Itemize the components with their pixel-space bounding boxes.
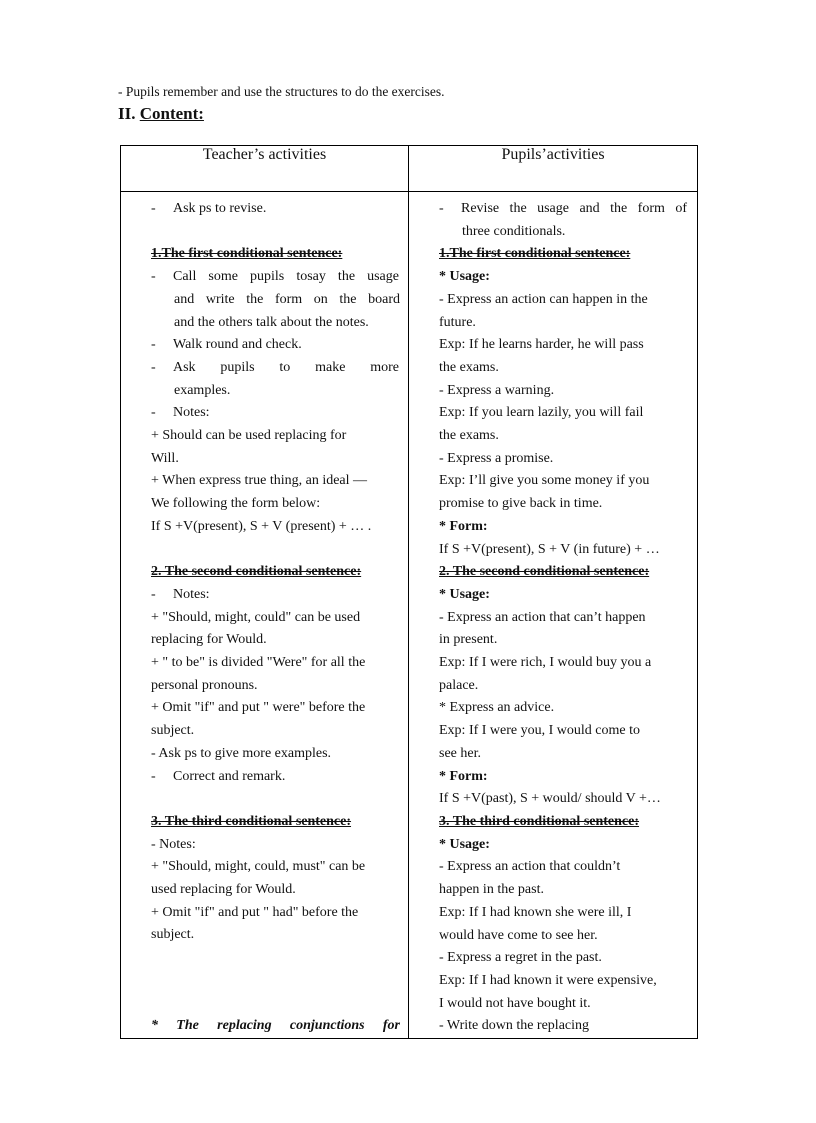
list-item: If S +V(present), S + V (present) + … . (151, 518, 372, 534)
list-item: - Write down the replacing (439, 1018, 590, 1034)
list-item: Exp: If I were you, I would come to (439, 723, 640, 739)
list-item: Notes: (173, 586, 210, 602)
pupils-subheading-2: 2. The second conditional sentence: (439, 564, 650, 580)
section-number: II. (118, 104, 136, 123)
list-item: Revise the usage and the form of (461, 201, 687, 216)
list-item: Call some pupils tosay the usage (173, 269, 399, 285)
list-item: subject. (151, 927, 195, 943)
list-item: + "Should, might, could" can be used (151, 609, 361, 625)
list-item: palace. (439, 677, 479, 693)
list-item: Walk round and check. (173, 337, 302, 353)
list-item: - Express an action that can’t happen (439, 609, 646, 625)
list-item: If S +V(past), S + would/ should V +… (439, 791, 661, 807)
list-item: used replacing for Would. (151, 882, 296, 898)
list-item: happen in the past. (439, 882, 544, 898)
teacher-subheading-1: 1.The first conditional sentence: (151, 246, 343, 262)
list-item: Correct and remark. (173, 768, 286, 784)
list-item: replacing for Would. (151, 632, 267, 648)
list-item: Exp: If I had known she were ill, I (439, 904, 632, 920)
activities-table (120, 145, 698, 1039)
list-item: Notes: (173, 405, 210, 421)
pupils-subheading-3: 3. The third conditional sentence: (439, 813, 640, 829)
intro-text: - Pupils remember and use the structures to do the exercises. (118, 84, 445, 99)
teacher-subheading-3: 3. The third conditional sentence: (151, 813, 352, 829)
form-label: * Form: (439, 518, 488, 534)
list-item: the exams. (439, 359, 499, 375)
list-item: - Express a promise. (439, 450, 554, 466)
list-item: promise to give back in time. (439, 496, 603, 512)
list-item: + "Should, might, could, must" can be (151, 859, 366, 875)
list-item: the exams. (439, 428, 499, 444)
teacher-column: - Ask ps to revise. 1.The first conditional sentence: - Call some pupils tosay the usage and write the form on the board and the others talk about the notes. - Walk round and check. - Ask pupils to make more examples. - Notes: + Should can be used replacing for Will. + When express true thing, an ideal — We following the form below: If S +V(present), S + V (present) + … . 2. The second conditional sentence: - Notes: + "Should, might, could" can be used replacing for Would. + " to be" is divided "Were" for all the personal pronouns. + Omit "if" and put " were" before the subject. - Ask ps to give more examples. - Correct and remark. 3. The third conditional sentence: - Notes: + "Should, might, could, must" can be used replacing for Would. + Omit "if" and put " had" before the subject. * The replacing conjunctions for (121, 192, 409, 1039)
list-item: and the others talk about the notes. (174, 314, 369, 330)
usage-label: * Usage: (439, 269, 490, 285)
section-heading (118, 104, 204, 124)
pupils-header: Pupils’activities (409, 146, 698, 192)
list-item: personal pronouns. (151, 677, 258, 693)
list-item: three conditionals. (462, 223, 566, 239)
list-item: - Notes: (151, 836, 196, 852)
list-item: Exp: If you learn lazily, you will fail (439, 405, 644, 421)
replacing-conjunctions-note: * The replacing conjunctions for (151, 1018, 400, 1034)
list-item: see her. (439, 745, 481, 761)
list-item: examples. (174, 382, 231, 398)
list-item: Ask pupils to make more (173, 359, 399, 375)
list-item: would have come to see her. (439, 927, 598, 943)
list-item: future. (439, 314, 476, 330)
list-item: subject. (151, 723, 195, 739)
section-title: Content: (139, 104, 204, 123)
pupils-column: - Revise the usage and the form of three conditionals. 1.The first conditional sentence: * Usage: - Express an action can happen in the future. Exp: If he learns harder, he will pass the exams. - Express a warning. Exp: If you learn lazily, you will fail the exams. - Express a promise. Exp: I’ll give you some money if you promise to give back in time. * Form: If S +V(present), S + V (in future) + … 2. The second conditional sentence: * Usage: - Express an action that can’t happen in present. Exp: If I were rich, I would buy you a palace. * Express an advice. Exp: If I were you, I would come to see her. * Form: If S +V(past), S + would/ should V +… 3. The third conditional sentence: * Usage: - Express an action that couldn’t happen in the past. Exp: If I had known she were ill, I would have come to see her. - Express a regret in the past. Exp: If I had known it were expensive, I would not have bought it. - Write down the replacing (409, 192, 698, 1039)
list-item: Will. (151, 450, 179, 466)
list-item: - Express a regret in the past. (439, 950, 602, 966)
list-item: + When express true thing, an ideal — (151, 473, 368, 489)
usage-label: * Usage: (439, 586, 490, 602)
list-item: in present. (439, 632, 498, 648)
list-item: - Express an action that couldn’t (439, 859, 621, 875)
list-item: I would not have bought it. (439, 995, 591, 1011)
teacher-header: Teacher’s activities (121, 146, 409, 192)
list-item: If S +V(present), S + V (in future) + … (439, 541, 660, 557)
list-item: + Should can be used replacing for (151, 428, 347, 444)
form-label: * Form: (439, 768, 488, 784)
teacher-subheading-2: 2. The second conditional sentence: (151, 564, 362, 580)
list-item: + Omit "if" and put " were" before the (151, 700, 366, 716)
pupils-subheading-1: 1.The first conditional sentence: (439, 246, 631, 262)
list-item: Exp: If I were rich, I would buy you a (439, 655, 652, 671)
list-item: - Express a warning. (439, 382, 555, 398)
list-item: - Express an action can happen in the (439, 291, 648, 307)
list-item: + Omit "if" and put " had" before the (151, 904, 359, 920)
list-item: We following the form below: (151, 496, 321, 512)
list-item: Exp: If he learns harder, he will pass (439, 337, 644, 353)
list-item: and write the form on the board (174, 291, 400, 307)
usage-label: * Usage: (439, 836, 490, 852)
list-item: Exp: I’ll give you some money if you (439, 473, 650, 489)
list-item: Exp: If I had known it were expensive, (439, 972, 657, 988)
list-item: - Ask ps to give more examples. (151, 745, 332, 761)
list-item: Ask ps to revise. (173, 201, 267, 216)
list-item: * Express an advice. (439, 700, 555, 716)
list-item: + " to be" is divided "Were" for all the (151, 655, 366, 671)
